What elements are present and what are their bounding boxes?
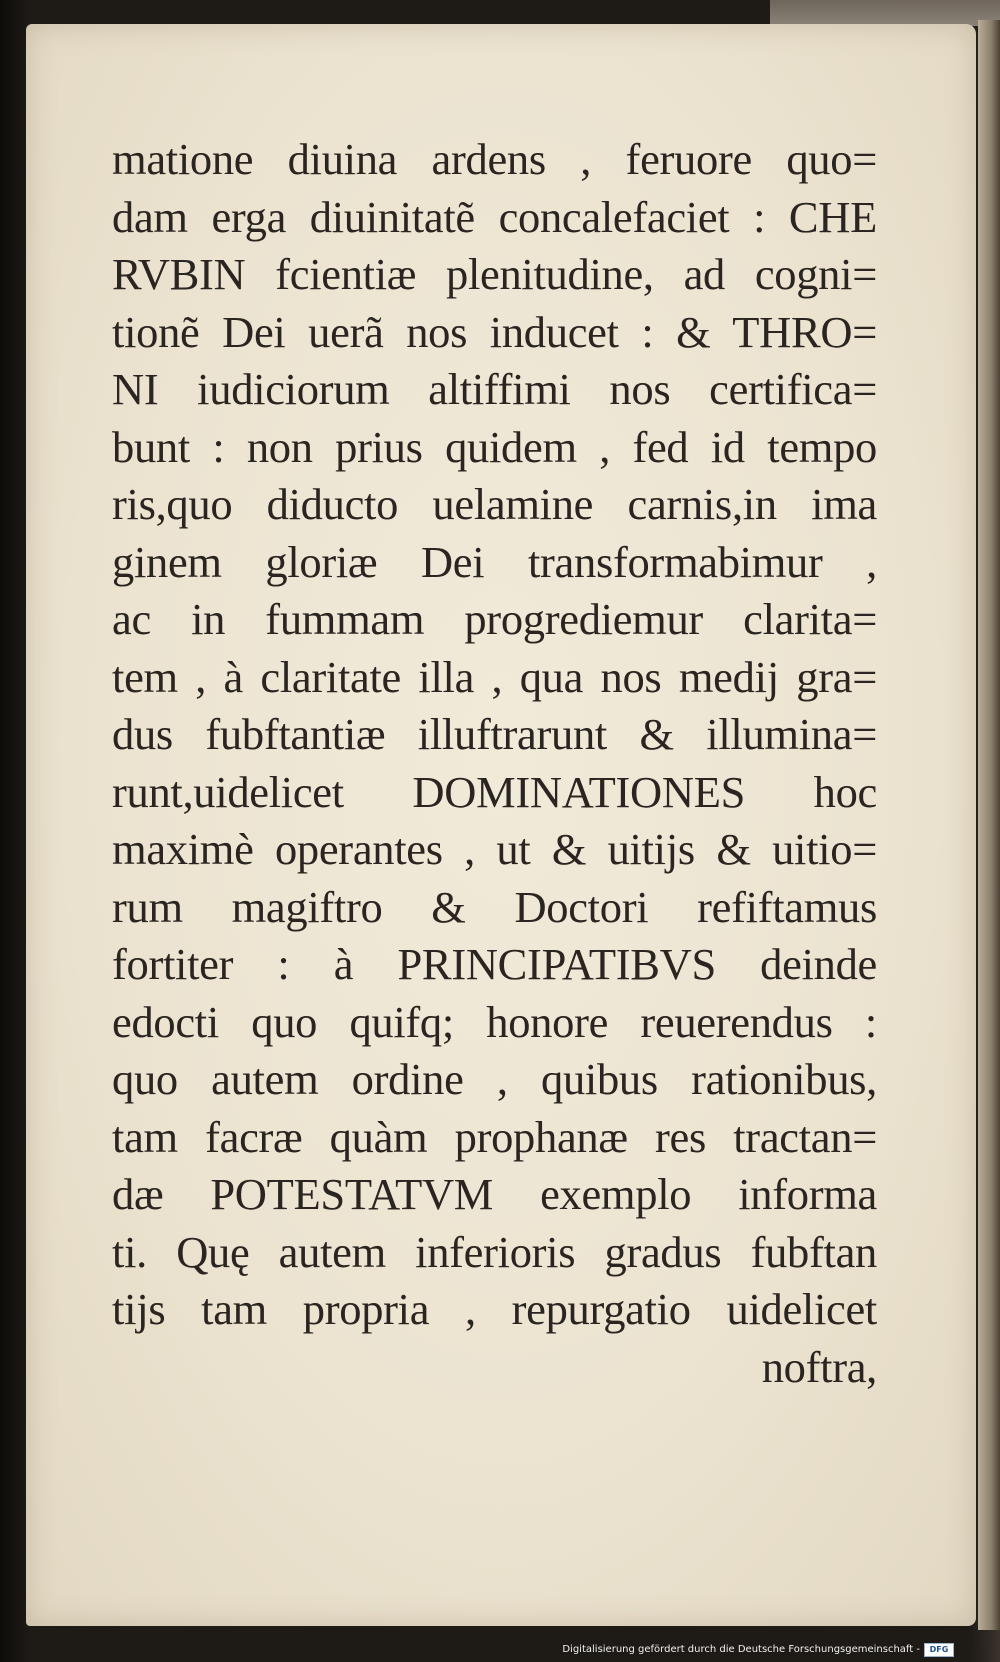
text-line: quo autem ordine , quibus rationibus, [112, 1054, 877, 1104]
text-line: RVBIN fcientiæ plenitudine, ad cogni= [112, 249, 877, 299]
text-line: NI iudiciorum altiffimi nos certifica= [112, 364, 877, 414]
text-line: tionẽ Dei uerã nos inducet : & THRO= [112, 306, 877, 357]
text-line: edocti quo quifq; honore reuerendus : [112, 996, 877, 1047]
catchword: noftra, [761, 1341, 877, 1392]
text-line: tam facræ quàm prophanæ res tractan= [112, 1111, 877, 1162]
text-line: dus fubftantiæ illuftrarunt & illumina= [112, 709, 877, 759]
page-text [112, 131, 877, 1396]
credit-text: Digitalisierung gefördert durch die Deutsche Forschungsgemeinschaft - [562, 1644, 920, 1655]
book-fore-edge [978, 20, 1000, 1630]
text-line: fortiter : à PRINCIPATIBVS deinde [112, 939, 877, 989]
text-line: ac in fummam progrediemur clarita= [112, 594, 877, 644]
text-line: dæ POTESTATVM exemplo informa [112, 1169, 877, 1219]
dfg-logo: DFG [924, 1643, 954, 1657]
text-line: rum magiftro & Doctori refiftamus [112, 881, 877, 932]
text-line: tĳs tam propria , repurgatio uidelicet [112, 1284, 877, 1334]
digitization-credit [562, 1642, 954, 1658]
text-line: dam erga diuinitatẽ concalefaciet : CHE [112, 191, 877, 242]
text-line: tem , à claritate illa , qua nos medĳ gra= [112, 651, 877, 702]
text-line: ris,quo diducto uelamine carnis,in ima [112, 479, 877, 529]
text-line: ti. Quę autem inferioris gradus fubftan [112, 1226, 877, 1277]
text-line: bunt : non prius quidem , fed id tempo [112, 421, 877, 472]
text-line: maximè operantes , ut & uitĳs & uitio= [112, 824, 877, 874]
book-top-edge [770, 0, 1000, 26]
text-line: runt,uidelicet DOMINATIONES hoc [112, 766, 877, 817]
text-line: matione diuina ardens , feruore quo= [112, 134, 877, 184]
text-line: ginem gloriæ Dei transformabimur , [112, 536, 877, 587]
